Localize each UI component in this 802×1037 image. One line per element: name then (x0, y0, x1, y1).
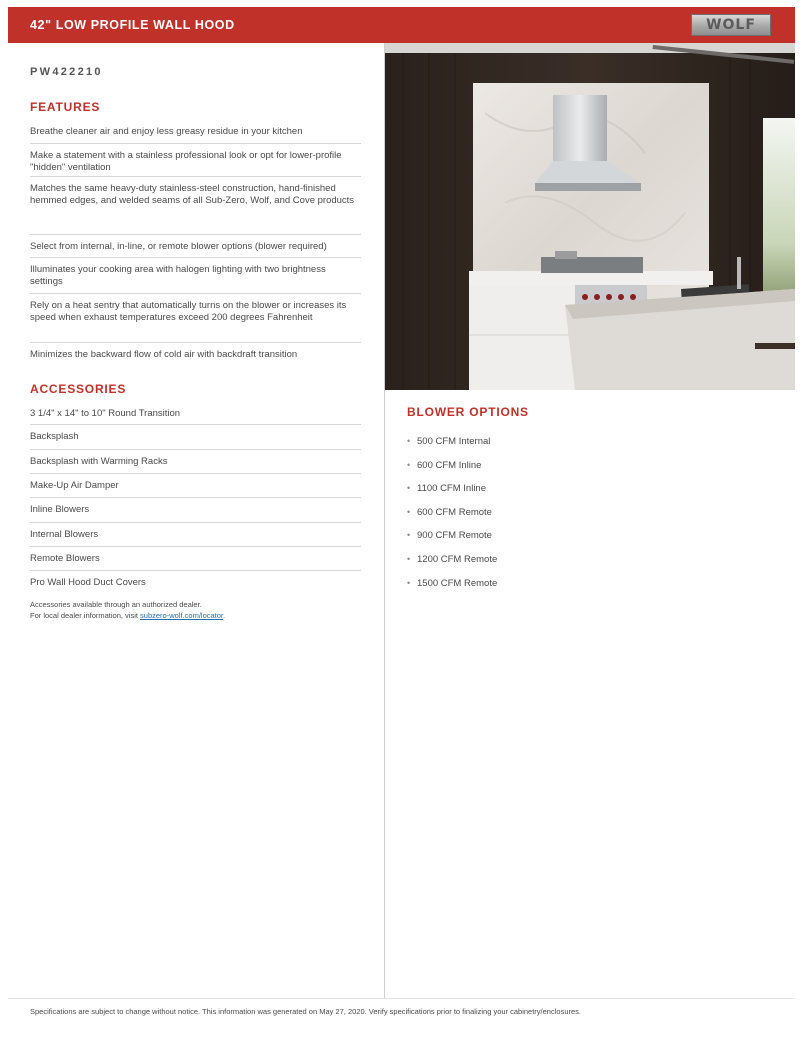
blower-option-label: 600 CFM Remote (417, 506, 492, 518)
feature-item: Minimizes the backward flow of cold air with backdraft transition (30, 349, 298, 360)
bullet-icon: • (407, 577, 411, 588)
kitchen-photo (385, 43, 795, 390)
accessories-heading: ACCESSORIES (30, 382, 127, 396)
blower-option-label: 900 CFM Remote (417, 530, 492, 542)
bullet-icon: • (407, 483, 411, 494)
blower-option-item (407, 460, 497, 484)
blower-option-label: 1500 CFM Remote (417, 577, 498, 589)
bullet-icon: • (407, 506, 411, 517)
feature-item: Matches the same heavy-duty stainless-steel construction, hand-finished hemmed edges, and welded seams of all Sub-Zero, Wolf, and Cove products (30, 177, 361, 235)
footnote-line-2 (30, 610, 225, 621)
bullet-icon: • (407, 530, 411, 541)
footer-divider (8, 998, 795, 999)
logo-text: WOLF (706, 17, 756, 33)
features-list (30, 120, 361, 367)
blower-option-item (407, 483, 497, 507)
accessory-item: Pro Wall Hood Duct Covers (30, 577, 146, 588)
blower-option-label: 1200 CFM Remote (417, 553, 498, 565)
dealer-locator-link[interactable]: subzero-wolf.com/locator (140, 611, 223, 620)
feature-item: Select from internal, in-line, or remote blower options (blower required) (30, 235, 361, 258)
kitchen-photo-illustration (385, 43, 795, 390)
accessories-footnote (30, 599, 225, 621)
bullet-icon: • (407, 553, 411, 564)
accessory-item: Backsplash (30, 425, 361, 450)
blower-option-label: 600 CFM Inline (417, 459, 482, 471)
bullet-icon: • (407, 436, 411, 446)
accessory-item: Make-Up Air Damper (30, 474, 361, 498)
bullet-icon: • (407, 459, 411, 470)
page-title: 42" LOW PROFILE WALL HOOD (30, 18, 235, 32)
model-number: PW422210 (30, 66, 103, 78)
accessory-item: Inline Blowers (30, 498, 361, 523)
blower-option-item (407, 436, 497, 460)
page-header (8, 7, 795, 43)
blower-option-item (407, 507, 497, 531)
blower-options-heading: BLOWER OPTIONS (407, 405, 529, 419)
footnote-line-1: Accessories available through an authorized dealer. (30, 600, 202, 609)
wolf-logo (691, 14, 771, 36)
accessory-item: Internal Blowers (30, 523, 361, 547)
accessory-item: Remote Blowers (30, 547, 361, 571)
blower-option-item (407, 554, 497, 578)
blower-option-label: 1100 CFM Inline (417, 483, 486, 495)
footnote-prefix: For local dealer information, visit (30, 611, 141, 620)
blower-option-item (407, 578, 497, 602)
feature-item: Illuminates your cooking area with halogen lighting with two brightness settings (30, 258, 361, 294)
footnote-suffix: . (223, 611, 226, 620)
blower-option-label: 500 CFM Internal (417, 436, 491, 447)
accessories-list (30, 402, 361, 595)
footer-disclaimer: Specifications are subject to change without notice. This information was generated on May 27, 2020. Verify specifications prior to finalizing your cabinetry/enclosures. (30, 1007, 581, 1016)
feature-item: Make a statement with a stainless professional look or opt for lower-profile "hidden" ventilation (30, 144, 361, 177)
accessory-item: Backsplash with Warming Racks (30, 450, 361, 474)
accessory-item: 3 1/4" x 14" to 10" Round Transition (30, 402, 361, 425)
features-heading: FEATURES (30, 100, 101, 114)
feature-item: Breathe cleaner air and enjoy less greasy residue in your kitchen (30, 120, 361, 144)
blower-option-item (407, 530, 497, 554)
blower-options-list (407, 436, 497, 601)
feature-item: Rely on a heat sentry that automatically turns on the blower or increases its speed when exhaust temperatures exceed 200 degrees Fahrenheit (30, 294, 361, 343)
